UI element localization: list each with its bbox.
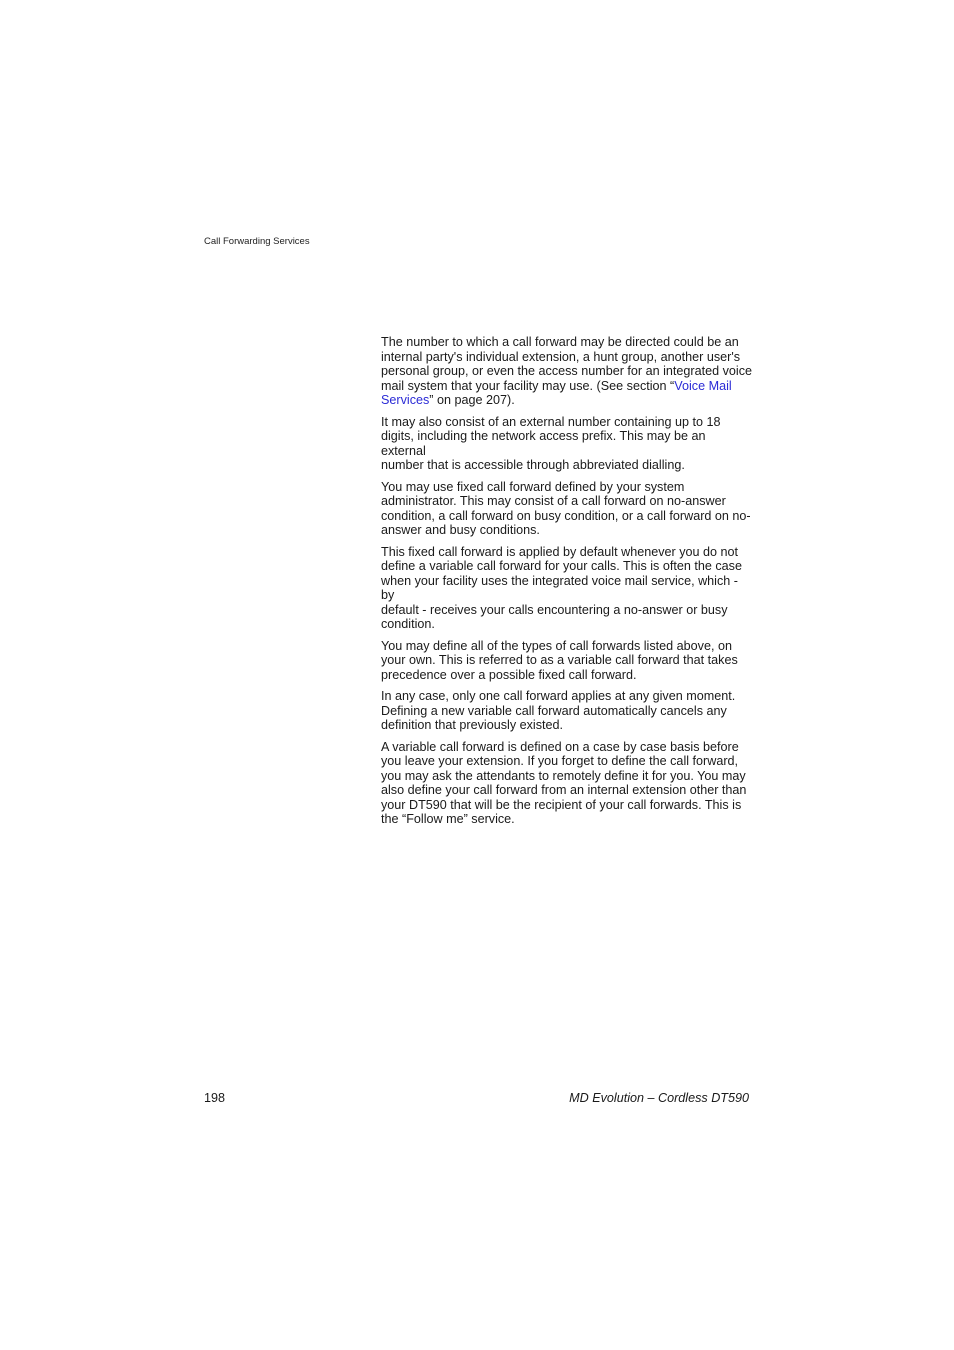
paragraph-text: The number to which a call forward may be directed could be an internal party's individual extension, a hunt group, another user's personal group, or even the access number for an integrated voice mail system that your facility may use. (See section “: [381, 335, 753, 393]
paragraph-call-forward-destinations: [381, 335, 753, 408]
paragraph-external-number: It may also consist of an external number containing up to 18 digits, including the network access prefix. This may be an external number that is accessible through abbreviated dialling.: [381, 414, 721, 472]
document-title: MD Evolution – Cordless DT590: [569, 1091, 749, 1105]
body-text-column: [381, 335, 753, 834]
running-header: Call Forwarding Services: [204, 236, 310, 247]
paragraph-text: ” on page 207).: [429, 393, 515, 407]
voice-mail-services-link[interactable]: Voice Mail Services: [381, 378, 732, 407]
paragraph-one-forward-rule: In any case, only one call forward applies at any given moment. Defining a new variable call forward automatically cancels any definition that previously existed.: [381, 689, 736, 732]
paragraph-variable-call-forward: You may define all of the types of call forwards listed above, on your own. This is referred to as a variable call forward that takes precedence over a possible fixed call forward.: [381, 638, 738, 682]
paragraph-default-behaviour: This fixed call forward is applied by default whenever you do not define a variable call forward for your calls. This is often the case when your facility uses the integrated voice mail service, which - by default - receives your calls encountering a no-answer or busy condition.: [381, 544, 742, 631]
paragraph-follow-me: A variable call forward is defined on a case by case basis before you leave your extension. If you forget to define the call forward, you may ask the attendants to remotely define it for you. You may also define your call forward from an internal extension other than your DT590 that will be the recipient of your call forwards. This is the “Follow me” service.: [381, 739, 747, 826]
paragraph-fixed-call-forward: You may use fixed call forward defined by your system administrator. This may consist of a call forward on no-answer condition, a call forward on busy condition, or a call forward on no- answer and busy conditions.: [381, 479, 751, 537]
page-number: 198: [204, 1091, 226, 1105]
